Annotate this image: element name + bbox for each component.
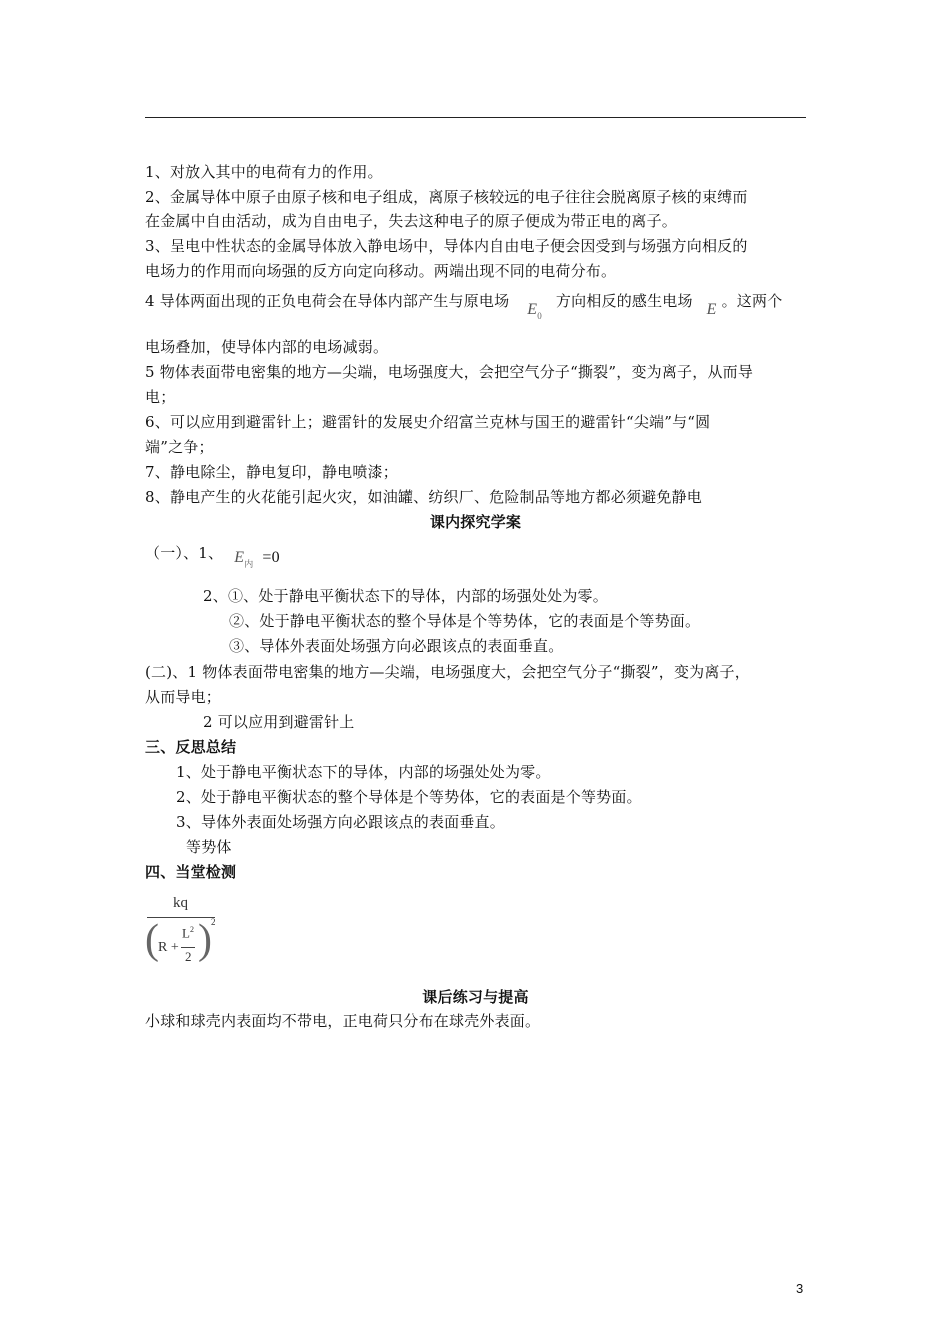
inclass-item-3: ②、处于静电平衡状态的整个导体是个等势体，它的表面是个等势面。 (229, 612, 701, 630)
answer-line-8: 5 物体表面带电密集的地方—尖端，电场强度大，会把空气分子“撕裂”，变为离子，从而导 (145, 363, 754, 381)
answer-line-7: 电场叠加，使导体内部的电场减弱。 (145, 338, 389, 356)
denominator-exponent: 2 (211, 917, 216, 927)
e0-symbol: $E_0$ (527, 301, 542, 321)
answer-line-6-part-c: 。这两个 (721, 292, 783, 310)
e-inside-equation: =0 (262, 549, 280, 566)
section-heading-homework: 课后练习与提高 (422, 988, 529, 1006)
inclass-item-4: ③、导体外表面处场强方向必跟该点的表面垂直。 (229, 637, 564, 655)
section-heading-inclass: 课内探究学案 (429, 513, 522, 531)
reflection-item-1: 1、处于静电平衡状态下的导体，内部的场强处处为零。 (176, 763, 551, 781)
answer-line-2: 2、金属导体中原子由原子核和电子组成，离原子核较远的电子往往会脱离原子核的束缚而 (145, 188, 748, 206)
denominator-two: 2 (185, 949, 192, 964)
e-inside-symbol: $E_内$ (234, 549, 254, 569)
right-paren: ) (198, 917, 212, 963)
answer-line-10: 6、可以应用到避雷针上；避雷针的发展史介绍富兰克林与国王的避雷针“尖端”与“圆 (145, 413, 711, 431)
header-rule (145, 117, 806, 118)
section-heading-check: 四、当堂检测 (145, 863, 237, 881)
reflection-item-4: 等势体 (186, 838, 232, 856)
answer-line-3: 在金属中自由活动，成为自由电子，失去这种电子的原子便成为带正电的离子。 (145, 212, 678, 230)
inner-fraction-bar (181, 947, 195, 948)
homework-text: 小球和球壳内表面均不带电，正电荷只分布在球壳外表面。 (145, 1012, 541, 1030)
inclass-item-7: 2 可以应用到避雷针上 (203, 713, 355, 731)
inclass-item-5: (二)、1 物体表面带电密集的地方—尖端，电场强度大，会把空气分子“撕裂”，变为离子， (145, 663, 750, 681)
section-heading-reflection: 三、反思总结 (145, 738, 237, 756)
page-number: 3 (796, 1281, 804, 1296)
answer-line-9: 电； (145, 388, 176, 406)
denominator-r: R + (158, 940, 179, 955)
reflection-item-3: 3、导体外表面处场强方向必跟该点的表面垂直。 (176, 813, 505, 831)
answer-line-6-part-b: 方向相反的感生电场 (555, 292, 693, 310)
answer-line-1: 1、对放入其中的电荷有力的作用。 (145, 163, 383, 181)
answer-line-13: 8、静电产生的火花能引起火灾，如油罐、纺织厂、危险制品等地方都必须避免静电 (145, 488, 702, 506)
left-paren: ( (145, 917, 159, 963)
inclass-item-1 (145, 541, 810, 571)
answer-line-6-part-a: 4 导体两面出现的正负电荷会在导体内部产生与原电场 (145, 292, 510, 310)
reflection-item-2: 2、处于静电平衡状态的整个导体是个等势体，它的表面是个等势面。 (176, 788, 642, 806)
e-symbol: E (706, 301, 717, 318)
inclass-item-1-prefix: （一）、1、 (145, 544, 224, 562)
answer-line-12: 7、静电除尘，静电复印，静电喷漆； (145, 463, 398, 481)
fraction-formula (145, 893, 225, 973)
answer-line-11: 端”之争； (145, 438, 214, 456)
denominator-l: $L^2$ (182, 925, 194, 941)
answer-line-4: 3、呈电中性状态的金属导体放入静电场中，导体内自由电子便会因受到与场强方向相反的 (145, 237, 748, 255)
answer-line-5: 电场力的作用而向场强的反方向定向移动。两端出现不同的电荷分布。 (145, 262, 617, 280)
inclass-item-6: 从而导电； (145, 688, 222, 706)
inclass-item-2: 2、①、处于静电平衡状态下的导体，内部的场强处处为零。 (203, 587, 608, 605)
answer-line-6 (145, 289, 810, 323)
fraction-numerator: kq (173, 895, 188, 911)
